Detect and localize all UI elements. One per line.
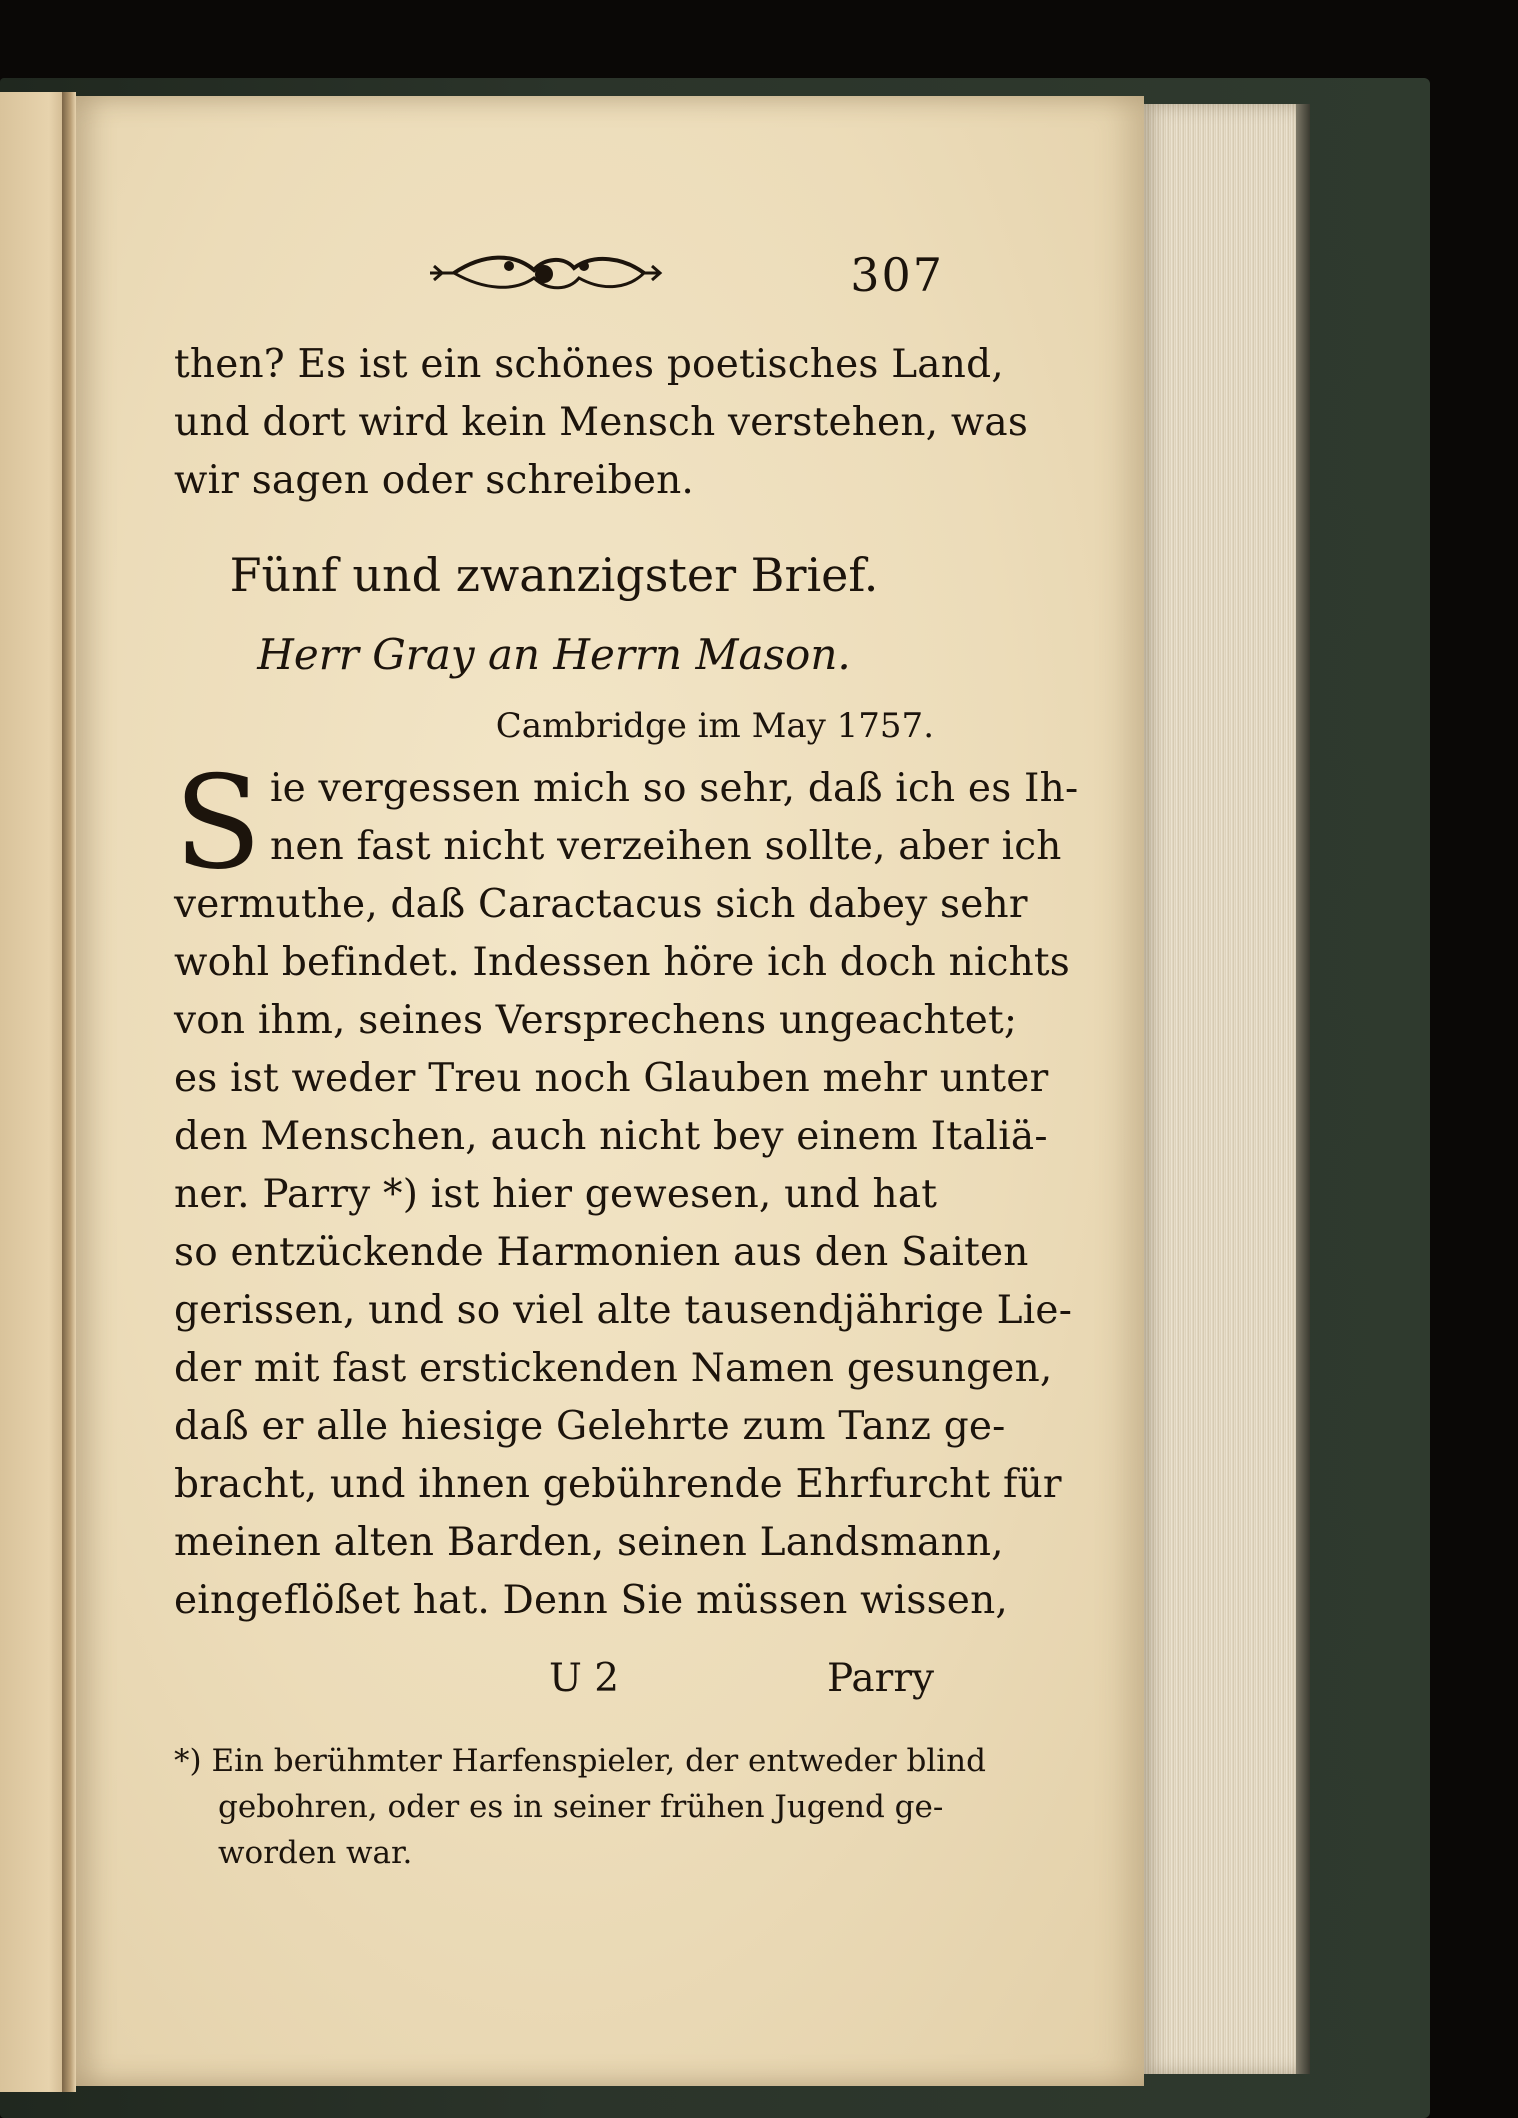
text-line: so entzückende Harmonien aus den Saiten	[174, 1230, 1029, 1275]
previous-page-edge	[0, 92, 70, 2092]
page-block-shadow	[1296, 104, 1310, 2074]
footnote-line: *) Ein berühmter Harfenspieler, der entweder blind	[174, 1743, 986, 1779]
text-line: vermuthe, daß Caractacus sich dabey sehr	[174, 882, 1028, 927]
text-line: es ist weder Treu noch Glauben mehr unter	[174, 1056, 1049, 1101]
text-line: von ihm, seines Versprechens ungeachtet;	[174, 998, 1018, 1043]
letter-dateline: Cambridge im May 1757.	[495, 706, 934, 746]
footnote-line: gebohren, oder es in seiner frühen Jugend ge-	[218, 1789, 944, 1825]
page-footer-line	[174, 1650, 934, 1708]
text-line: ner. Parry *) ist hier gewesen, und hat	[174, 1172, 938, 1217]
page-number: 307	[850, 248, 944, 302]
text-line: ie vergessen mich so sehr, daß ich es Ih-	[270, 766, 1079, 811]
text-line: daß er alle hiesige Gelehrte zum Tanz ge-	[174, 1404, 1006, 1449]
letter-opening	[174, 749, 1079, 898]
catchword: Parry	[826, 1656, 934, 1701]
text-line: wohl befindet. Indessen höre ich doch nichts	[174, 940, 1071, 985]
text-line: meinen alten Barden, seinen Landsmann,	[174, 1520, 1004, 1565]
drop-cap: S	[174, 749, 262, 898]
signature-mark: U 2	[549, 1656, 620, 1701]
text-line: bracht, und ihnen gebührende Ehrfurcht für	[174, 1462, 1062, 1507]
text-line: eingeflößet hat. Denn Sie müssen wissen,	[174, 1578, 1008, 1623]
text-line: nen fast nicht verzeihen sollte, aber ich	[270, 824, 1062, 869]
letter-heading: Fünf und zwanzigster Brief.	[229, 548, 879, 602]
text-line: gerissen, und so viel alte tausendjährige Lie-	[174, 1288, 1073, 1333]
page-block-edges	[1140, 104, 1300, 2074]
footnote-line: worden war.	[218, 1835, 413, 1871]
ornament-icon	[424, 248, 664, 298]
line-text: then? Es ist ein schönes poetisches Land,	[174, 342, 1004, 387]
text-line: den Menschen, auch nicht bey einem Italiä-	[174, 1114, 1048, 1159]
text-line	[174, 336, 1004, 394]
book-gutter	[62, 92, 76, 2092]
text-line: der mit fast erstickenden Namen gesungen,	[174, 1346, 1053, 1391]
text-line: wir sagen oder schreiben.	[174, 458, 695, 503]
page-header	[174, 248, 944, 308]
letter-subheading: Herr Gray an Herrn Mason.	[257, 630, 851, 679]
text-line: und dort wird kein Mensch verstehen, was	[174, 400, 1029, 445]
